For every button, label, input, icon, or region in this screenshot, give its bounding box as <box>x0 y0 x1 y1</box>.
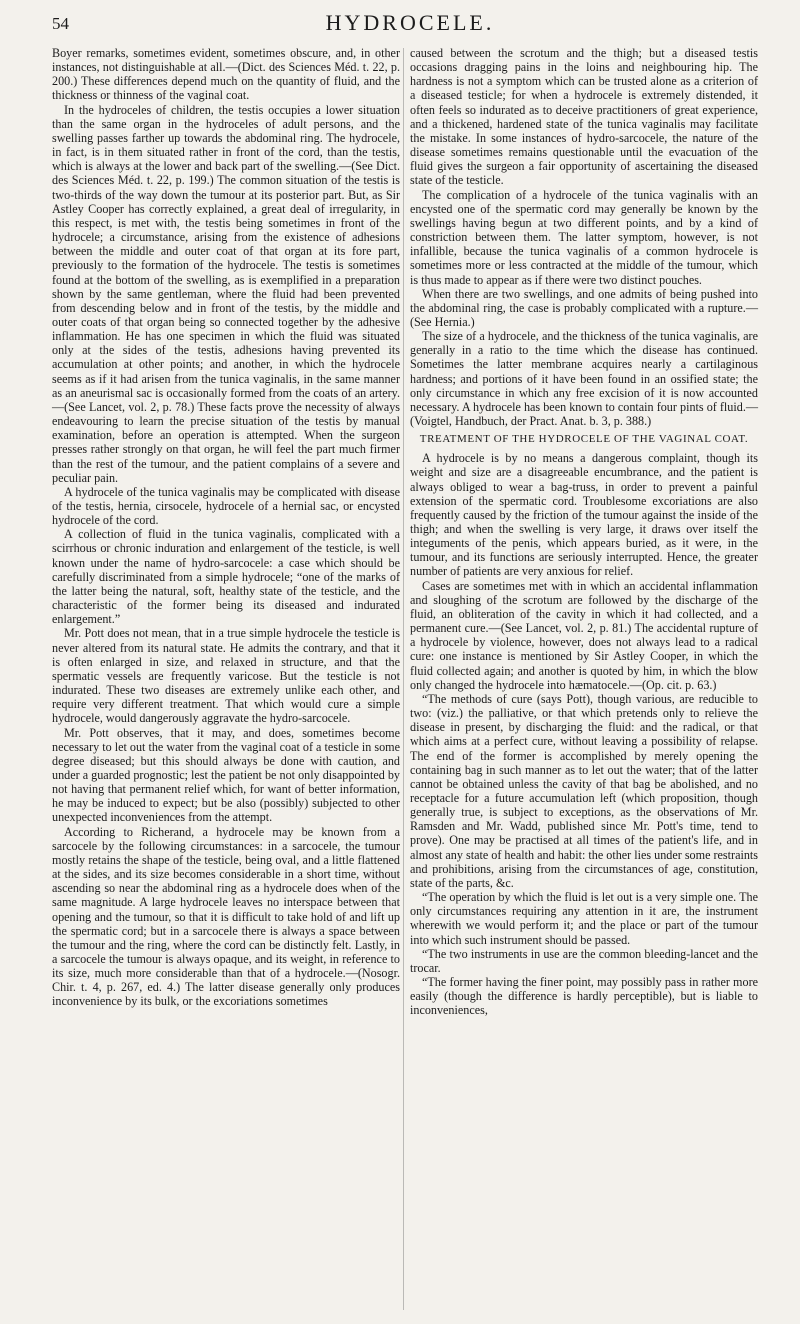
paragraph: Cases are sometimes met with in which an accidental inflammation and sloughing of the scrotum are followed by the discharge of the fluid, an obliteration of the cavity in which it had collected, and a permanent cure.—(See Lancet, vol. 2, p. 81.) The accidental rupture of a hydrocele by violence, however, does not always lead to a radical cure: one instance is mentioned by Sir Astley Cooper, in which the fluid collected again; and another is quoted by him, in which the blow only changed the hydrocele into hæmatocele.—(Op. cit. p. 63.) <box>410 578 758 692</box>
paragraph: According to Richerand, a hydrocele may be known from a sarcocele by the following circumstances: in a sarcocele, the tumour mostly retains the shape of the testicle, being oval, and a little flattened at the sides, and its size becomes considerable in a short time, without ascending so near the abdominal ring as a hydrocele does when of the same magnitude. A large hydrocele leaves no interspace between that opening and the tumour, so that it is difficult to take hold of and lift up the spermatic cord; but in a sarcocele there is always a space between the tumour and the ring, where the cord can be distinctly felt. Lastly, in a sarcocele the tumour is always opaque, and its weight, in reference to its size, much more considerable than that of a hydrocele.—(Nosogr. Chir. t. 4, p. 267, ed. 4.) The latter disease generally only produces inconvenience by its bulk, or the excoriations sometimes <box>52 824 400 1009</box>
paragraph: The complication of a hydrocele of the tunica vaginalis with an encysted one of the spermatic cord may generally be known by the swellings having begun at two different points, and by a kind of constriction between them. The latter symptom, however, is not infallible, because the tunica vaginalis of a common hydrocele is sometimes more or less contracted at the middle of the tumour, which is thus made to appear as if there were two distinct pouches. <box>410 187 758 287</box>
paragraph: “The two instruments in use are the common bleeding-lancet and the trocar. <box>410 946 758 975</box>
paragraph: caused between the scrotum and the thigh; but a diseased testis occasions dragging pains in the loins and neighbouring hip. The hardness is not a symptom which can be trusted alone as a criterion of a diseased testicle; for when a hydrocele is extremely distended, it often feels so indurated as to deceive practitioners of great experience, and a thickened, hardened state of the tunica vaginalis may facilitate the mistake. In some instances of hydro-sarcocele, the nature of the disease sometimes remains questionable until the evacuation of the fluid gives the surgeon a fair opportunity of ascertaining the diseased state of the testicle. <box>410 46 758 188</box>
paragraph: “The methods of cure (says Pott), though various, are reducible to two: (viz.) the palliative, or that which pretends only to relieve the disease in present, by discharging the fluid: and the radical, or that which aims at a perfect cure, without leaving a possibility of relapse. The end of the former is accomplished by merely opening the containing bag in such manner as to let out the water; that of the latter cannot be obtained unless the cavity of that bag be abolished, and no receptacle for a future accumulation left (which proposition, though generally true, is subject to exceptions, as the observations of Mr. Ramsden and Mr. Wadd, published since Mr. Pott's time, tend to prove). One may be practised at all times of the patient's life, and in almost any state of health and habit: the other lies under some restraints and prohibitions, arising from the circumstances of age, constitution, state of the parts, &c. <box>410 691 758 890</box>
page-header <box>40 10 780 40</box>
column-gutter <box>403 48 404 1310</box>
paragraph: “The operation by which the fluid is let out is a very simple one. The only circumstances requiring any attention in it are, the instrument wherewith we would perform it; and the place or part of the tumour into which such instrument should be passed. <box>410 890 758 947</box>
paragraph: Mr. Pott does not mean, that in a true simple hydrocele the testicle is never altered from its natural state. He admits the contrary, and that it is often enlarged in size, and relaxed in structure, and that the spermatic vessels are frequently varicose. But the testicle is not indurated. These two diseases are extremely unlike each other, and require very different treatment. That which would cure a simple hydrocele, would dangerously aggravate the hydro-sarcocele. <box>52 626 400 726</box>
paragraph: The size of a hydrocele, and the thickness of the tunica vaginalis, are generally in a ratio to the time which the disease has continued. Sometimes the latter membrane acquires nearly a cartilaginous hardness; and portions of it have been found in an ossified state; the only circumstance in which any free excision of it is now accounted necessary. A hydrocele has been known to contain four pints of fluid.—(Voigtel, Handbuch, der Pract. Anat. b. 3, p. 388.) <box>410 329 758 429</box>
page-number: 54 <box>52 14 69 33</box>
paragraph: When there are two swellings, and one admits of being pushed into the abdominal ring, the case is probably complicated with a rupture.—(See Hernia.) <box>410 286 758 329</box>
paragraph: Boyer remarks, sometimes evident, sometimes obscure, and, in other instances, not distinguishable at all.—(Dict. des Sciences Méd. t. 22, p. 200.) These differences depend much on the quantity of fluid, and the thickness or thinness of the vaginal coat. <box>52 46 400 103</box>
running-head: HYDROCELE. <box>325 10 495 35</box>
paragraph: A hydrocele is by no means a dangerous complaint, though its weight and size are a disagreeable encumbrance, and the patient is always obliged to wear a bag-truss, in order to prevent a painful extension of the spermatic cord. Troublesome excoriations are also frequently caused by the friction of the tumour against the inside of the thigh; and when the swelling is very large, it draws over itself the integuments of the penis, which appears buried, as it were, in the tumour, and its functions are seriously interrupted. Hence, the greater number of patients are very anxious for relief. <box>410 451 758 579</box>
section-heading: TREATMENT OF THE HYDROCELE OF THE VAGINAL COAT. <box>419 433 749 446</box>
paragraph: A collection of fluid in the tunica vaginalis, complicated with a scirrhous or chronic induration and enlargement of the testicle, is well known under the name of hydro-sarcocele: a case which should be carefully discriminated from a simple hydrocele; “one of the marks of the latter being the natural, soft, healthy state of the testicle, and the characteristic of the former being its diseased and indurated enlargement.” <box>52 527 400 627</box>
paragraph: “The former having the finer point, may possibly pass in rather more easily (though the difference is hardly perceptible), but is liable to inconveniences, <box>410 975 758 1018</box>
paragraph: A hydrocele of the tunica vaginalis may be complicated with disease of the testis, hernia, cirsocele, hydrocele of a hernial sac, or encysted hydrocele of the cord. <box>52 484 400 528</box>
paragraph: Mr. Pott observes, that it may, and does, sometimes become necessary to let out the water from the vaginal coat of a testicle in some degree diseased; but this should always be done with caution, and under a guarded prognostic; lest the patient be not only disappointed by not having that permanent relief which, for want of better information, he may be induced to expect; but be also (possibly) subjected to other unexpected inconveniences from the attempt. <box>52 725 400 825</box>
left-column <box>52 46 400 1009</box>
right-column <box>410 46 758 1017</box>
paragraph: In the hydroceles of children, the testis occupies a lower situation than the same organ in the hydroceles of adult persons, and the swelling passes farther up towards the abdominal ring. The hydrocele, in fact, is in them situated rather in front of the cord, than the testis, which is always at the lower and back part of the swelling.—(See Dict. des Sciences Méd. t. 22, p. 199.) The common situation of the testis is two-thirds of the way down the tumour at its posterior part. But, as Sir Astley Cooper has correctly explained, a great deal of irregularity, in this respect, is met with, the testis being sometimes in front of the hydrocele; a circumstance, arising from the existence of adhesions between the middle and outer coat of that organ at its fore part, previously to the formation of the hydrocele. The testis is sometimes found at the bottom of the swelling, as is exemplified in a preparation shown by the same gentleman, where the fluid had been prevented from descending below and in front of the testis, by the middle and outer coats of that organ being so connected together by the adhesive inflammation. He has one specimen in which the fluid was situated only at the sides of the testis, adhesions having prevented its accumulation at other points; and another, in which the hydrocele seems as if it had arisen from the tunica vaginalis, in the same manner as an aneurismal sac is occasionally formed from the coats of an artery.—(See Lancet, vol. 2, p. 78.) These facts prove the necessity of always endeavouring to learn the precise situation of the testis by manual examination, before an operation is attempted. When the surgeon presses rather strongly on that organ, he will feel the part much firmer than the rest of the tumour, and the patient complains of a severe and peculiar pain. <box>52 102 400 485</box>
